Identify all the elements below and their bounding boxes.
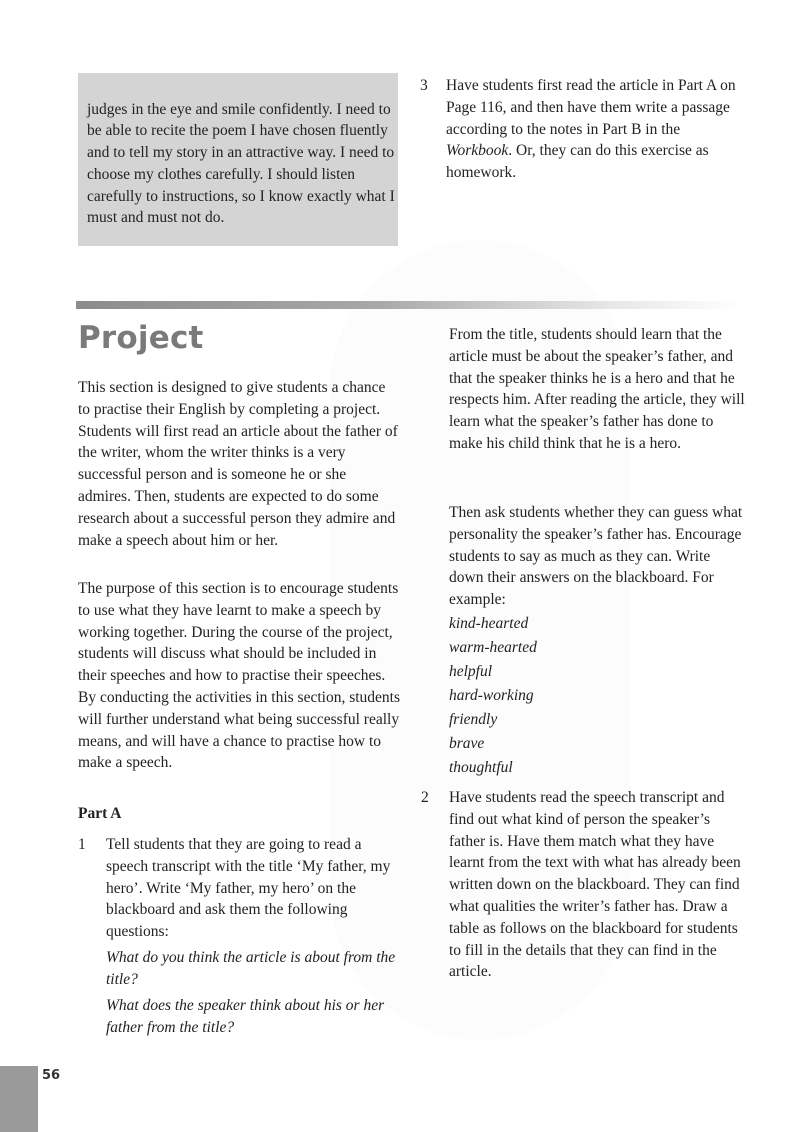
purpose-paragraph: The purpose of this section is to encourage students to use what they have learnt to make a speech by working together. During the course of the project, students will discuss what should be included in their speeches and how to practise their speeches. By conducting the activities in this section, students will further understand what being successful really means, and will have a chance to practise how to make a speech. [78, 580, 401, 772]
word-item: hard-working [449, 687, 534, 704]
item-1-question-2: What does the speaker think about his or her father from the title? [106, 997, 385, 1036]
section-divider [76, 301, 740, 309]
word-item: friendly [449, 711, 498, 728]
part-a-heading: Part A [78, 805, 122, 822]
item-1-text: Tell students that they are going to read a speech transcript with the title ‘My father, my hero’. Write ‘My father, my hero’ on the blackboard and ask them the following questions: [106, 836, 391, 941]
page-tab [0, 1066, 38, 1132]
item-2-text: Have students read the speech transcript and find out what kind of person the speaker’s father is. Have them match what they have learnt from the text with what has already been written down on the blackboard. They can find what qualities the writer’s father has. Draw a table as follows on the blackboard for students to fill in the details that they can find in the article. [449, 789, 741, 981]
section-title: Project [78, 320, 204, 356]
page-number: 56 [42, 1068, 61, 1083]
item-1-question-1: What do you think the article is about from the title? [106, 949, 396, 988]
personality-paragraph: Then ask students whether they can guess what personality the speaker’s father has. Encourage students to say as much as they can. Write down their answers on the blackboard. For example: [449, 504, 743, 609]
item-3-number: 3 [420, 77, 428, 94]
title-analysis-paragraph: From the title, students should learn that the article must be about the speaker’s father, and that the speaker thinks he is a hero and that he respects him. After reading the article, they will learn what the speaker’s father has done to make his child think that he is a hero. [449, 326, 745, 452]
intro-paragraph: This section is designed to give students a chance to practise their English by completing a project. Students will first read an article about the father of the writer, whom the writer thinks is a very successful person and is someone he or she admires. Then, students are expected to do some research about a successful person they admire and make a speech about him or her. [78, 379, 398, 549]
sample-answer-text: judges in the eye and smile confidently. I need to be able to recite the poem I have chosen fluently and to tell my story in an attractive way. I need to choose my clothes carefully. I should listen carefully to instructions, so I know exactly what I must and must not do. [87, 100, 395, 227]
item-1-number: 1 [78, 836, 86, 853]
word-item: warm-hearted [449, 639, 537, 656]
word-item: kind-hearted [449, 615, 529, 632]
word-item: brave [449, 735, 485, 752]
sample-answer-box [78, 73, 398, 246]
personality-word-list [449, 612, 569, 780]
word-item: thoughtful [449, 759, 513, 776]
item-2-number: 2 [421, 789, 429, 806]
word-item: helpful [449, 663, 493, 680]
item-3-text: Have students first read the article in Part A on Page 116, and then have them write a passage according to the notes in Part B in the Workbook. Or, they can do this exercise as homework. [446, 77, 736, 182]
